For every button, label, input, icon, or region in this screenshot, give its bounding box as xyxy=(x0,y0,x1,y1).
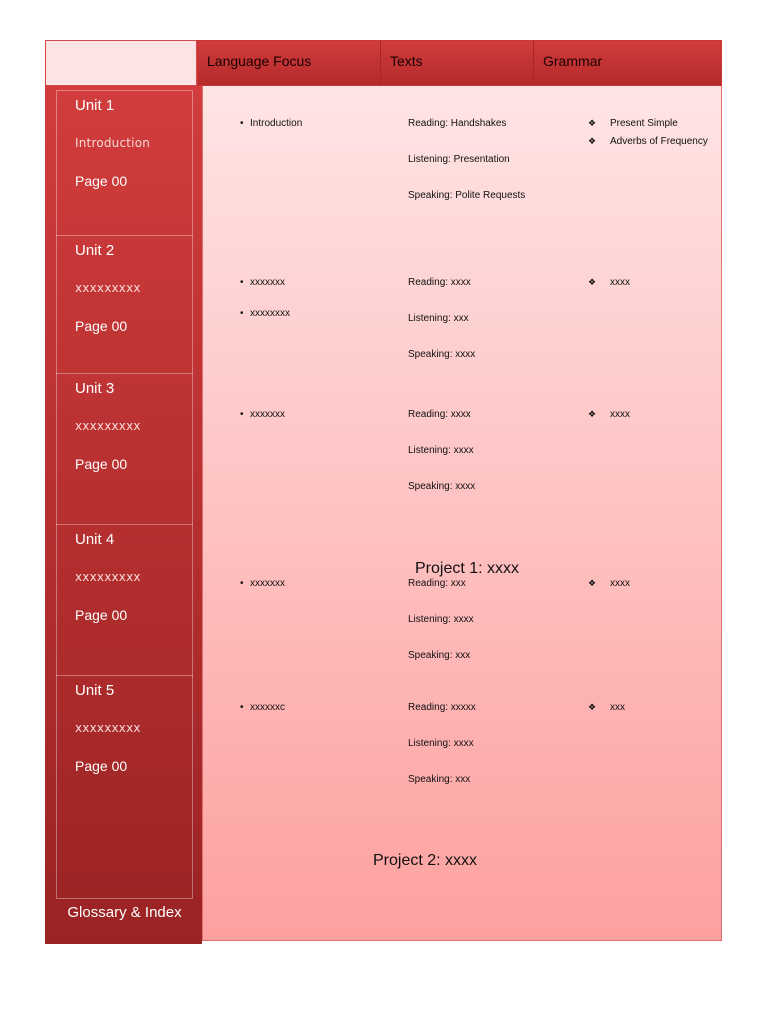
grammar-item: Adverbs of Frequency xyxy=(610,136,708,147)
text-item: Reading: Handshakes xyxy=(408,118,507,129)
header-corner xyxy=(45,40,197,86)
unit-5[interactable] xyxy=(56,675,193,825)
unit-subtitle: xxxxxxxxx xyxy=(75,721,141,735)
unit-subtitle: xxxxxxxxx xyxy=(75,570,141,584)
grammar-item: xxx xyxy=(610,702,625,713)
unit-4[interactable] xyxy=(56,524,193,675)
diamond-bullet-icon: ❖ xyxy=(588,578,597,588)
text-item: Listening: xxxx xyxy=(408,738,474,749)
unit-subtitle: xxxxxxxxx xyxy=(75,419,141,433)
unit-title: Unit 5 xyxy=(75,682,115,699)
unit-divider xyxy=(56,235,193,236)
text-item: Speaking: xxx xyxy=(408,774,471,785)
unit-divider xyxy=(56,524,193,525)
focus-item: • xxxxxxxx xyxy=(250,308,290,319)
focus-item: • xxxxxxx xyxy=(250,578,285,589)
focus-item: • xxxxxxx xyxy=(250,409,285,420)
contents-body xyxy=(202,86,722,941)
focus-item: • xxxxxxc xyxy=(250,702,285,713)
unit-page: Page 00 xyxy=(75,456,128,472)
text-item: Reading: xxxx xyxy=(408,277,471,288)
units-sidebar xyxy=(45,86,202,944)
grammar-item: xxxx xyxy=(610,409,630,420)
diamond-bullet-icon: ❖ xyxy=(588,702,597,712)
grammar-item: xxxx xyxy=(610,277,630,288)
unit-subtitle: xxxxxxxxx xyxy=(75,281,141,295)
header-grammar: Grammar xyxy=(543,53,603,69)
text-item: Listening: Presentation xyxy=(408,154,510,165)
project-title: Project 2: xxxx xyxy=(373,852,478,869)
unit-title: Unit 4 xyxy=(75,531,115,548)
diamond-bullet-icon: ❖ xyxy=(588,277,597,287)
text-item: Listening: xxxx xyxy=(408,445,474,456)
unit-divider xyxy=(56,675,193,676)
grammar-item: Present Simple xyxy=(610,118,678,129)
diamond-bullet-icon: ❖ xyxy=(588,409,597,419)
text-item: Listening: xxxx xyxy=(408,614,474,625)
unit-divider xyxy=(56,373,193,374)
unit-page: Page 00 xyxy=(75,758,128,774)
grammar-item: xxxx xyxy=(610,578,630,589)
header-texts: Texts xyxy=(381,41,534,85)
focus-item: • Introduction xyxy=(250,118,302,129)
unit-page: Page 00 xyxy=(75,318,128,334)
unit-3[interactable] xyxy=(56,373,193,524)
diamond-bullet-icon: ❖ xyxy=(588,118,597,128)
text-item: Reading: xxxx xyxy=(408,409,471,420)
unit-subtitle: Introduction xyxy=(75,136,151,150)
text-item: Listening: xxx xyxy=(408,313,469,324)
header-language-focus: Language Focus xyxy=(198,41,381,85)
unit-2[interactable] xyxy=(56,235,193,373)
text-item: Reading: xxx xyxy=(408,578,466,589)
contents-page xyxy=(45,40,722,944)
table-header xyxy=(197,40,722,86)
unit-page: Page 00 xyxy=(75,173,128,189)
text-item: Speaking: xxxx xyxy=(408,349,476,360)
text-item: Reading: xxxxx xyxy=(408,702,476,713)
unit-title: Unit 3 xyxy=(75,380,115,397)
unit-title: Unit 2 xyxy=(75,242,115,259)
unit-1[interactable] xyxy=(56,90,193,235)
glossary-index-link[interactable]: Glossary & Index xyxy=(67,904,182,921)
diamond-bullet-icon: ❖ xyxy=(588,136,597,146)
text-item: Speaking: Polite Requests xyxy=(408,190,526,201)
project-title: Project 1: xxxx xyxy=(415,560,520,577)
text-item: Speaking: xxx xyxy=(408,650,471,661)
focus-item: • xxxxxxx xyxy=(250,277,285,288)
unit-page: Page 00 xyxy=(75,607,128,623)
text-item: Speaking: xxxx xyxy=(408,481,476,492)
unit-title: Unit 1 xyxy=(75,97,115,114)
